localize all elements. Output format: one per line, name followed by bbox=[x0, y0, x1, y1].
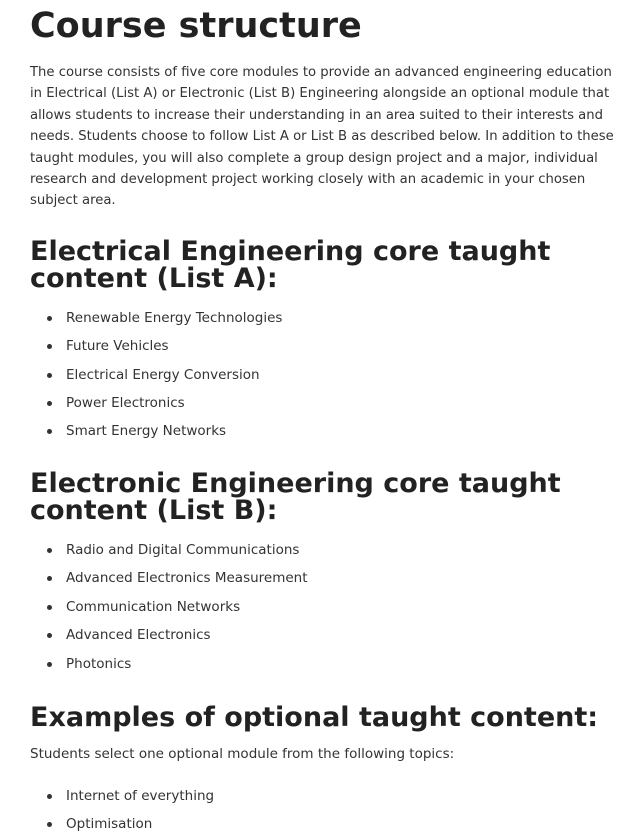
list-item bbox=[47, 782, 620, 810]
list-item-label: Future Vehicles bbox=[66, 338, 169, 355]
list-item-label: Optimisation bbox=[66, 816, 153, 833]
list-item bbox=[47, 361, 620, 389]
optional-modules bbox=[30, 782, 620, 839]
list-item-label: Advanced Electronics Measurement bbox=[66, 570, 308, 587]
bullet-icon bbox=[47, 576, 52, 581]
section-heading-optional: Examples of optional taught content: bbox=[30, 701, 599, 733]
list-item-label: Advanced Electronics bbox=[66, 627, 211, 644]
list-item bbox=[47, 332, 620, 360]
list-item bbox=[47, 593, 620, 621]
list-item bbox=[47, 564, 620, 592]
bullet-icon bbox=[47, 794, 52, 799]
bullet-icon bbox=[47, 373, 52, 378]
intro-paragraph: The course consists of five core modules to provide an advanced engineering education in Electrical (List A) or Electronic (List B) Engineering alongside an optional module that allows students to increase their understanding in an area suited to their interests and needs. Students choose to follow List A or List B as described below. In addition to these taught modules, you will also complete a group design project and a major, individual research and development project working closely with an academic in your chosen subject area. bbox=[30, 65, 614, 209]
bullet-icon bbox=[47, 822, 52, 827]
bullet-icon bbox=[47, 316, 52, 321]
list-item bbox=[47, 304, 620, 332]
list-item bbox=[47, 650, 620, 678]
list-item-label: Communication Networks bbox=[66, 598, 241, 615]
list-item bbox=[47, 810, 620, 838]
bullet-icon bbox=[47, 429, 52, 434]
list-item-label: Power Electronics bbox=[66, 395, 185, 412]
list-item-label: Internet of everything bbox=[66, 787, 215, 804]
section-heading-list-b: Electronic Engineering core taught content (List B): bbox=[30, 467, 561, 526]
section-heading-list-a: Electrical Engineering core taught content (List A): bbox=[30, 235, 551, 294]
bullet-icon bbox=[47, 662, 52, 667]
list-item bbox=[47, 621, 620, 649]
bullet-icon bbox=[47, 633, 52, 638]
bullet-icon bbox=[47, 605, 52, 610]
list-item-label: Smart Energy Networks bbox=[66, 423, 227, 440]
optional-intro: Students select one optional module from the following topics: bbox=[30, 745, 455, 762]
course-structure-content bbox=[30, 0, 620, 839]
list-item bbox=[47, 417, 620, 445]
list-a-modules bbox=[30, 304, 620, 446]
list-item-label: Renewable Energy Technologies bbox=[66, 309, 283, 326]
bullet-icon bbox=[47, 401, 52, 406]
list-b-modules bbox=[30, 536, 620, 678]
list-item bbox=[47, 389, 620, 417]
list-item-label: Electrical Energy Conversion bbox=[66, 366, 260, 383]
list-item-label: Radio and Digital Communications bbox=[66, 541, 300, 558]
bullet-icon bbox=[47, 344, 52, 349]
list-item-label: Photonics bbox=[66, 655, 132, 672]
list-item bbox=[47, 536, 620, 564]
page-title: Course structure bbox=[30, 6, 362, 46]
bullet-icon bbox=[47, 548, 52, 553]
